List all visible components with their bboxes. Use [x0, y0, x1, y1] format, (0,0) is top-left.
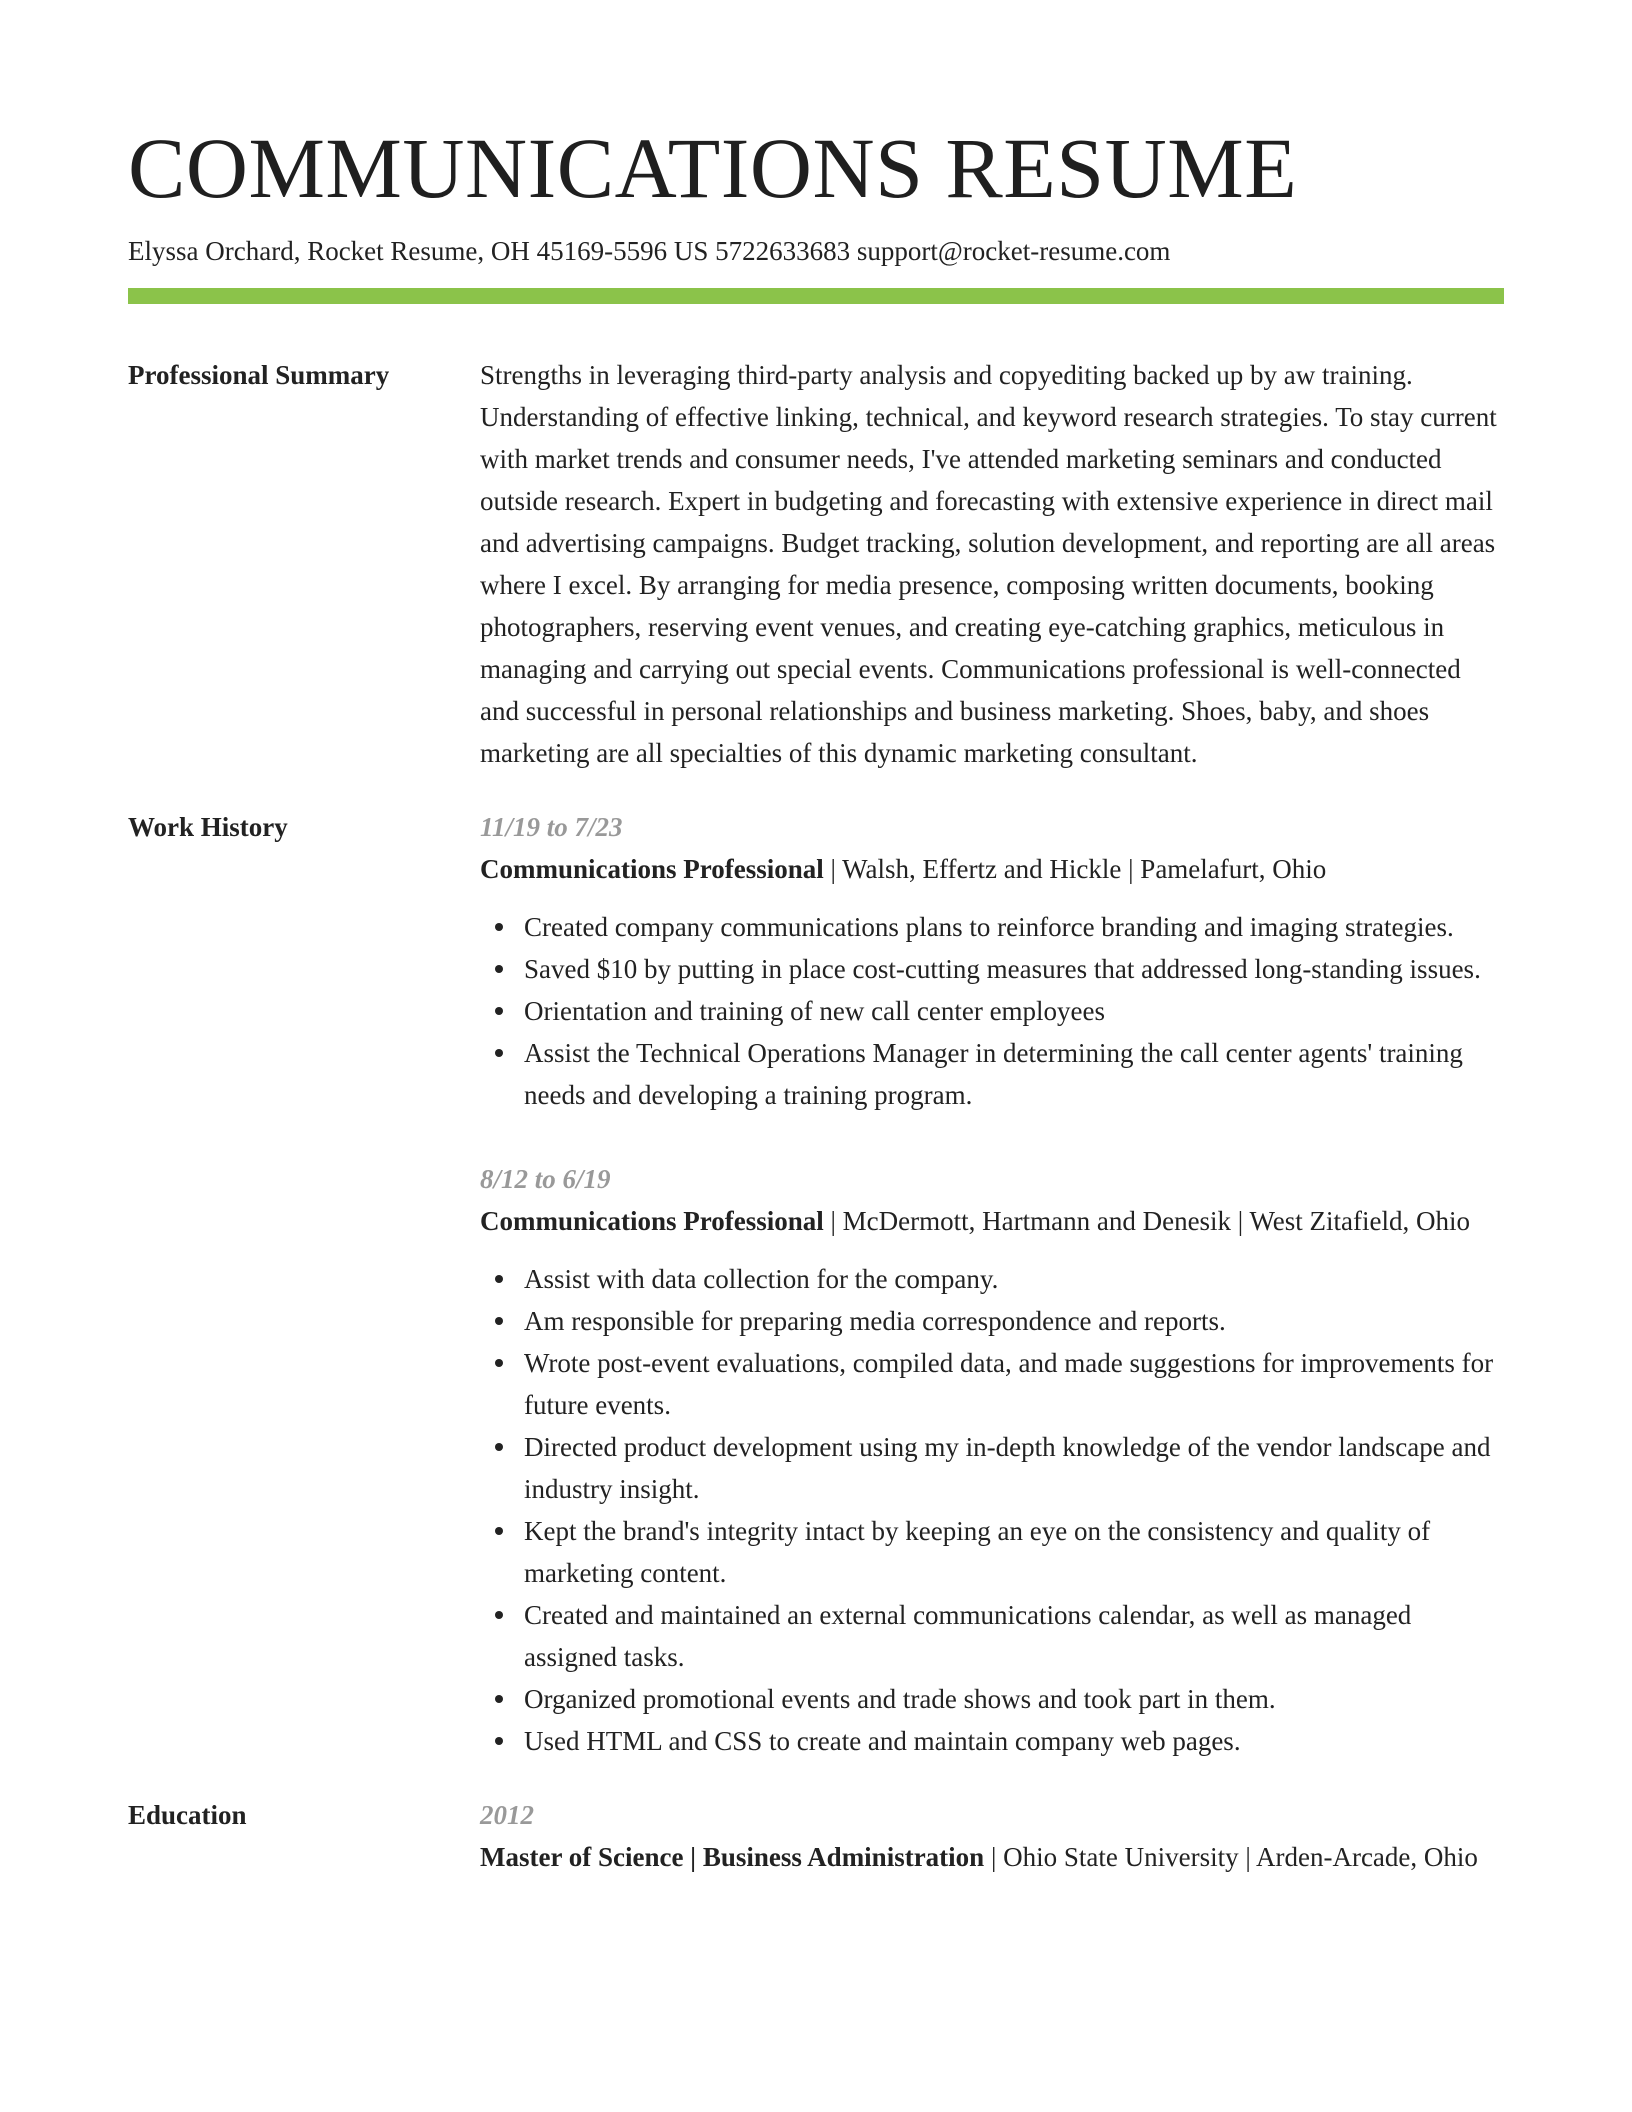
contact-line: Elyssa Orchard, Rocket Resume, OH 45169-5596 US 5722633683 support@rocket-resume.com	[128, 236, 1171, 266]
work-history-section	[128, 806, 1504, 1762]
job-dates: 11/19 to 7/23	[480, 812, 623, 842]
job-dates: 8/12 to 6/19	[480, 1164, 611, 1194]
list-item: Wrote post-event evaluations, compiled data, and made suggestions for improvements for future events.	[480, 1342, 1504, 1426]
list-item: Assist with data collection for the company.	[480, 1258, 1504, 1300]
list-item: Used HTML and CSS to create and maintain company web pages.	[480, 1720, 1504, 1762]
resume-page	[128, 118, 1504, 1878]
job-entry	[480, 806, 1504, 1116]
job-employer-location: | Walsh, Effertz and Hickle | Pamelafurt, Ohio	[823, 854, 1327, 884]
list-item: Am responsible for preparing media correspondence and reports.	[480, 1300, 1504, 1342]
work-history-heading: Work History	[128, 812, 288, 842]
education-body	[480, 1794, 1504, 1878]
list-item: Directed product development using my in-depth knowledge of the vendor landscape and industry insight.	[480, 1426, 1504, 1510]
education-heading: Education	[128, 1800, 247, 1830]
education-heading-line	[480, 1836, 1504, 1878]
job-heading	[480, 1200, 1504, 1242]
job-bullets	[480, 1258, 1504, 1762]
accent-divider	[128, 288, 1504, 304]
school-location: | Ohio State University | Arden-Arcade, Ohio	[984, 1842, 1478, 1872]
job-heading	[480, 848, 1504, 890]
job-bullets	[480, 906, 1504, 1116]
work-history-body	[480, 806, 1504, 1762]
job-entry	[480, 1158, 1504, 1762]
education-year: 2012	[480, 1800, 534, 1830]
summary-section	[128, 354, 1504, 774]
list-item: Orientation and training of new call center employees	[480, 990, 1504, 1032]
summary-heading: Professional Summary	[128, 360, 390, 390]
degree-title: Master of Science | Business Administration	[480, 1842, 985, 1872]
list-item: Saved $10 by putting in place cost-cutting measures that addressed long-standing issues.	[480, 948, 1504, 990]
job-title: Communications Professional	[480, 1206, 824, 1236]
education-section	[128, 1794, 1504, 1878]
list-item: Created company communications plans to reinforce branding and imaging strategies.	[480, 906, 1504, 948]
list-item: Assist the Technical Operations Manager in determining the call center agents' training needs and developing a training program.	[480, 1032, 1504, 1116]
resume-title: COMMUNICATIONS RESUME	[128, 120, 1298, 216]
summary-text: Strengths in leveraging third-party analysis and copyediting backed up by aw training. Understanding of effective linking, technical, and keyword research strategies. To stay current with market trends and consumer needs, I've attended marketing seminars and conducted outside research. Expert in budgeting and forecasting with extensive experience in direct mail and advertising campaigns. Budget tracking, solution development, and reporting are all areas where I excel. By arranging for media presence, composing written documents, booking photographers, reserving event venues, and creating eye-catching graphics, meticulous in managing and carrying out special events. Communications professional is well-connected and successful in personal relationships and business marketing. Shoes, baby, and shoes marketing are all specialties of this dynamic marketing consultant.	[480, 360, 1497, 768]
list-item: Created and maintained an external communications calendar, as well as managed assigned tasks.	[480, 1594, 1504, 1678]
list-item: Kept the brand's integrity intact by keeping an eye on the consistency and quality of marketing content.	[480, 1510, 1504, 1594]
job-employer-location: | McDermott, Hartmann and Denesik | West Zitafield, Ohio	[823, 1206, 1470, 1236]
list-item: Organized promotional events and trade shows and took part in them.	[480, 1678, 1504, 1720]
job-title: Communications Professional	[480, 854, 824, 884]
